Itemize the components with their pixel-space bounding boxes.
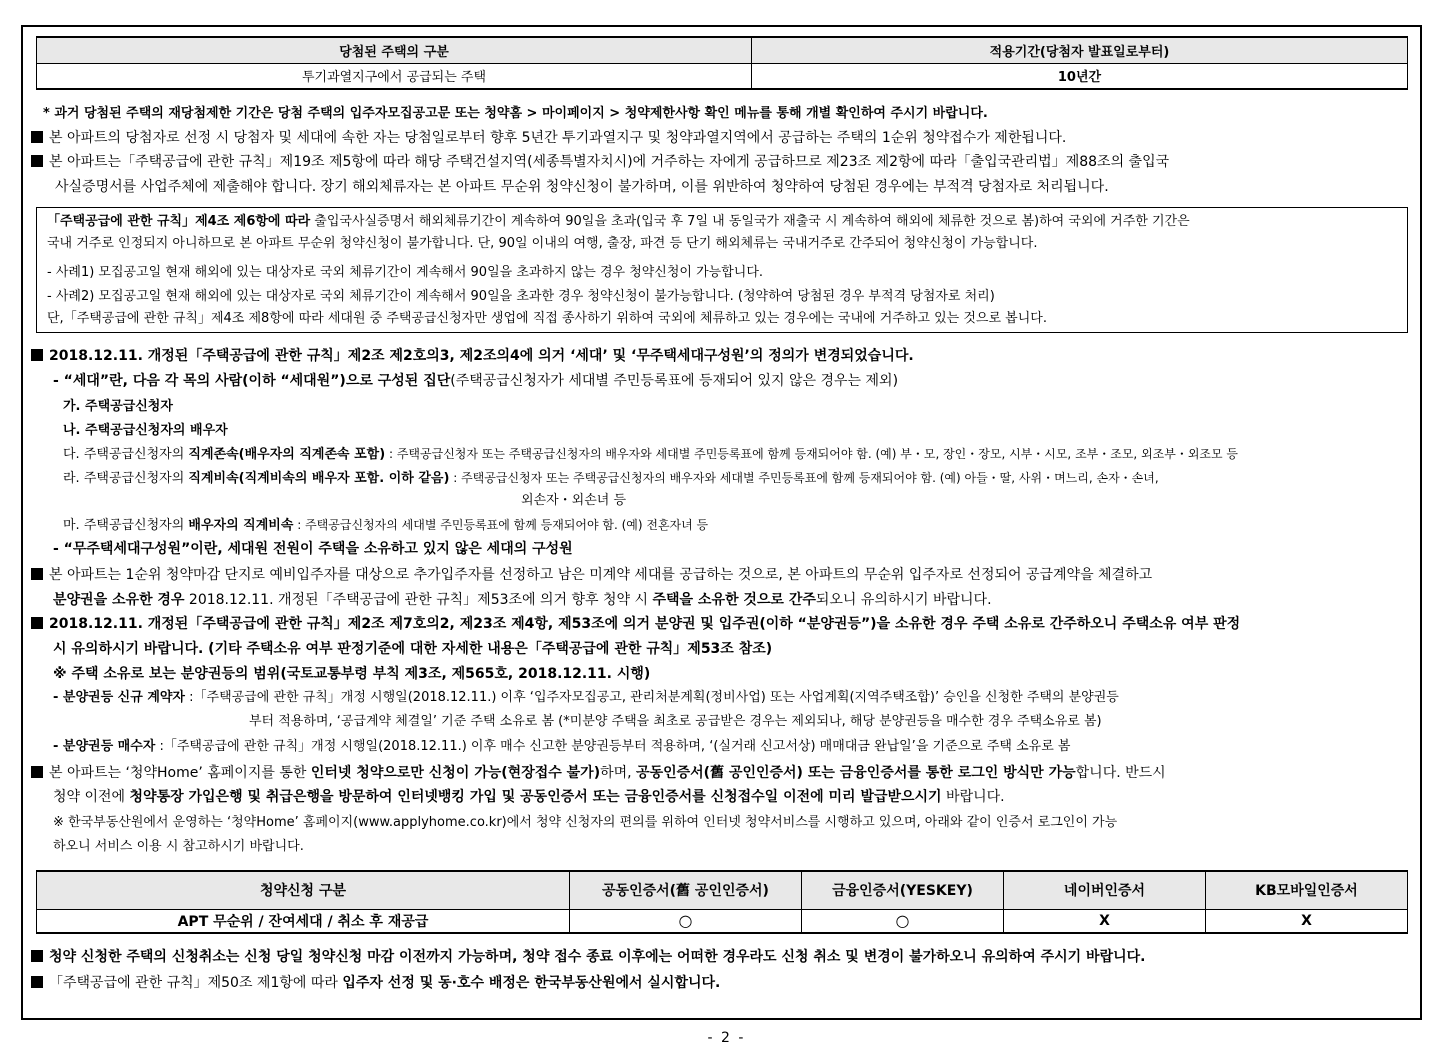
household-item-ra: 라. 주택공급신청자의 직계비속(직계비속의 배우자 포함. 이하 같음) : 주택공급신청자 또는 주택공급신청자의 배우자와 세대별 주민등록표에 함께 등재되어야 함. (예) 아들・딸, 사위・며느리, 손자・손녀, [63,471,1159,486]
table-header: 적용기간(당첨자 발표일로부터) [752,37,1408,63]
household-item-da: 다. 주택공급신청자의 직계존속(배우자의 직계존속 포함) : 주택공급신청자 또는 주택공급신청자의 배우자와 세대별 주민등록표에 함께 등재되어야 함. (예) 부・모, 장인・장모, 시부・시모, 조부・조모, 외조부・외조모 등 [63,447,1239,462]
no-house-definition: - “무주택세대구성원”이란, 세대원 전원이 주택을 소유하고 있지 않은 세대의 구성원 [53,541,573,557]
overseas-stay-box [36,207,1408,333]
certificate-table [36,870,1408,934]
presale-new-contractor-cont: 부터 적용하며, ‘공급계약 체결일’ 기준 주택 소유로 봄 (*미분양 주택을 최초로 공급받은 경우는 제외되나, 해당 분양권등을 매수한 경우 주택소유로 봄) [249,714,1102,729]
document-frame [21,25,1422,1020]
online-only-note-cont: 청약 이전에 청약통장 가입은행 및 취급은행을 방문하여 인터넷뱅킹 가입 및 공동인증서 또는 금융인증서를 신청접수일 이전에 미리 발급받으시기 바랍니다. [53,789,1005,805]
bullet-square-icon [31,155,43,167]
applyhome-note: ※ 한국부동산원에서 운영하는 ‘청약Home’ 홈페이지(www.applyhome.co.kr)에서 청약 신청자의 편의를 위하여 인터넷 청약서비스를 시행하고 있으며, 아래와 같이 인증서 로그인이 가능 [53,815,1118,830]
presale-note: 2018.12.11. 개정된「주택공급에 관한 규칙」제2조 제7호의2, 제23조 제4항, 제53조에 의거 분양권 및 입주권(이하 “분양권등”)을 소유한 경우 주택 소유로 간주하오니 주택소유 여부 판정 [31,614,1240,634]
box-line: 「주택공급에 관한 규칙」제4조 제6항에 따라 출입국사실증명서 해외체류기간이 계속하여 90일을 초과(입국 후 7일 내 동일국가 재출국 시 계속하여 해외에 체류한 것으로 봄)하여 국외에 거주한 기간은 [47,214,1190,229]
bullet-square-icon [31,950,43,962]
cancellation-note: 청약 신청한 주택의 신청취소는 신청 당일 청약신청 마감 이전까지 가능하며, 청약 접수 종료 이후에는 어떠한 경우라도 신청 취소 및 변경이 불가하오니 유의하여 주시기 바랍니다. [31,947,1145,967]
table-cell: 10년간 [752,63,1408,89]
bullet-square-icon [31,976,43,988]
rewin-restriction-table [36,36,1408,90]
unsold-note: 본 아파트는 1순위 청약마감 단지로 예비입주자를 대상으로 추가입주자를 선정하고 남은 미계약 세대를 공급하는 것으로, 본 아파트의 무순위 입주자로 선정되어 공급계약을 체결하고 [31,565,1152,585]
applyhome-note-cont: 하오니 서비스 이용 시 참고하시기 바랍니다. [53,839,304,854]
presale-new-contractor: - 분양권등 신규 계약자 :「주택공급에 관한 규칙」개정 시행일(2018.12.11.) 이후 ‘입주자모집공고, 관리처분계획(정비사업) 또는 사업계획(지역주택조합)’ 승인을 신청한 주택의 분양권등 [53,690,1119,705]
presale-scope: ※ 주택 소유로 보는 분양권등의 범위(국토교통부령 부칙 제3조, 제565호, 2018.12.11. 시행) [53,666,651,682]
bullet-square-icon [31,766,43,778]
household-title: 2018.12.11. 개정된「주택공급에 관한 규칙」제2조 제2호의3, 제2조의4에 의거 ‘세대’ 및 ‘무주택세대구성원’의 정의가 변경되었습니다. [31,346,914,366]
table-header: 금융인증서(YESKEY) [802,871,1004,909]
table-cell: APT 무순위 / 잔여세대 / 취소 후 재공급 [37,909,570,933]
table-cell: ○ [802,909,1004,933]
household-item-na: 나. 주택공급신청자의 배우자 [63,423,228,438]
note-past-winner: * 과거 당첨된 주택의 재당첨제한 기간은 당첨 주택의 입주자모집공고문 또는 청약홈 > 마이페이지 > 청약제한사항 확인 메뉴를 통해 개별 확인하여 주시기 바랍니다. [43,106,988,121]
note-first-rank-limit: 본 아파트의 당첨자로 선정 시 당첨자 및 세대에 속한 자는 당첨일로부터 향후 5년간 투기과열지구 및 청약과열지역에서 공급하는 주택의 1순위 청약접수가 제한됩니다. [31,128,1066,148]
table-cell: X [1004,909,1206,933]
table-header: KB모바일인증서 [1206,871,1408,909]
household-item-ma: 마. 주택공급신청자의 배우자의 직계비속 : 주택공급신청자의 세대별 주민등록표에 함께 등재되어야 함. (예) 전혼자녀 등 [63,518,709,533]
household-item-ga: 가. 주택공급신청자 [63,399,173,414]
online-only-note: 본 아파트는 ‘청약Home’ 홈페이지를 통한 인터넷 청약으로만 신청이 가능(현장접수 불가)하며, 공동인증서(舊 공인인증서) 또는 금융인증서를 통한 로그인 방식만 가능합니다. 반드시 [31,763,1166,783]
bullet-square-icon [31,568,43,580]
bullet-square-icon [31,617,43,629]
table-header: 네이버인증서 [1004,871,1206,909]
presale-note-cont: 시 유의하시기 바랍니다. (기타 주택소유 여부 판정기준에 대한 자세한 내용은「주택공급에 관한 규칙」제53조 참조) [53,641,773,657]
bullet-square-icon [31,349,43,361]
household-definition: - “세대”란, 다음 각 목의 사람(이하 “세대원”)으로 구성된 집단(주택공급신청자가 세대별 주민등록표에 등재되어 있지 않은 경우는 제외) [53,373,899,389]
bullet-square-icon [31,131,43,143]
box-line: 국내 거주로 인정되지 아니하므로 본 아파트 무순위 청약신청이 불가합니다. 단, 90일 이내의 여행, 출장, 파견 등 단기 해외체류는 국내거주로 간주되어 청약신청이 가능합니다. [47,236,1038,251]
note-residence-cont: 사실증명서를 사업주체에 제출해야 합니다. 장기 해외체류자는 본 아파트 무순위 청약신청이 불가하며, 이를 위반하여 청약하여 당첨된 경우에는 부적격 당첨자로 처리됩니다. [55,179,1109,195]
table-header: 청약신청 구분 [37,871,570,909]
table-cell: ○ [570,909,802,933]
table-cell: 투기과열지구에서 공급되는 주택 [37,63,752,89]
page-number: - 2 - [707,1030,746,1046]
table-cell: X [1206,909,1408,933]
assignment-note: 「주택공급에 관한 규칙」제50조 제1항에 따라 입주자 선정 및 동·호수 배정은 한국부동산원에서 실시합니다. [31,973,720,993]
table-header: 공동인증서(舊 공인인증서) [570,871,802,909]
box-line: 단,「주택공급에 관한 규칙」제4조 제8항에 따라 세대원 중 주택공급신청자만 생업에 직접 종사하기 위하여 국외에 체류하고 있는 경우에는 국내에 거주하고 있는 것으로 봅니다. [47,311,1047,326]
presale-buyer: - 분양권등 매수자 :「주택공급에 관한 규칙」개정 시행일(2018.12.11.) 이후 매수 신고한 분양권등부터 적용하며, ‘(실거래 신고서상) 매매대금 완납일’을 기준으로 주택 소유로 봄 [53,739,1071,754]
household-item-ra-cont: 외손자・외손녀 등 [521,493,627,508]
note-residence: 본 아파트는「주택공급에 관한 규칙」제19조 제5항에 따라 해당 주택건설지역(세종특별자치시)에 거주하는 자에게 공급하므로 제23조 제2항에 따라「출입국관리법」제88조의 출입국 [31,152,1169,172]
unsold-note-cont: 분양권을 소유한 경우 2018.12.11. 개정된「주택공급에 관한 규칙」제53조에 의거 향후 청약 시 주택을 소유한 것으로 간주되오니 유의하시기 바랍니다. [53,592,992,608]
box-line: - 사례2) 모집공고일 현재 해외에 있는 대상자로 국외 체류기간이 계속해서 90일을 초과한 경우 청약신청이 불가능합니다. (청약하여 당첨된 경우 부적격 당첨자로 처리) [47,289,995,304]
table-header: 당첨된 주택의 구분 [37,37,752,63]
box-line: - 사례1) 모집공고일 현재 해외에 있는 대상자로 국외 체류기간이 계속해서 90일을 초과하지 않는 경우 청약신청이 가능합니다. [47,265,764,280]
